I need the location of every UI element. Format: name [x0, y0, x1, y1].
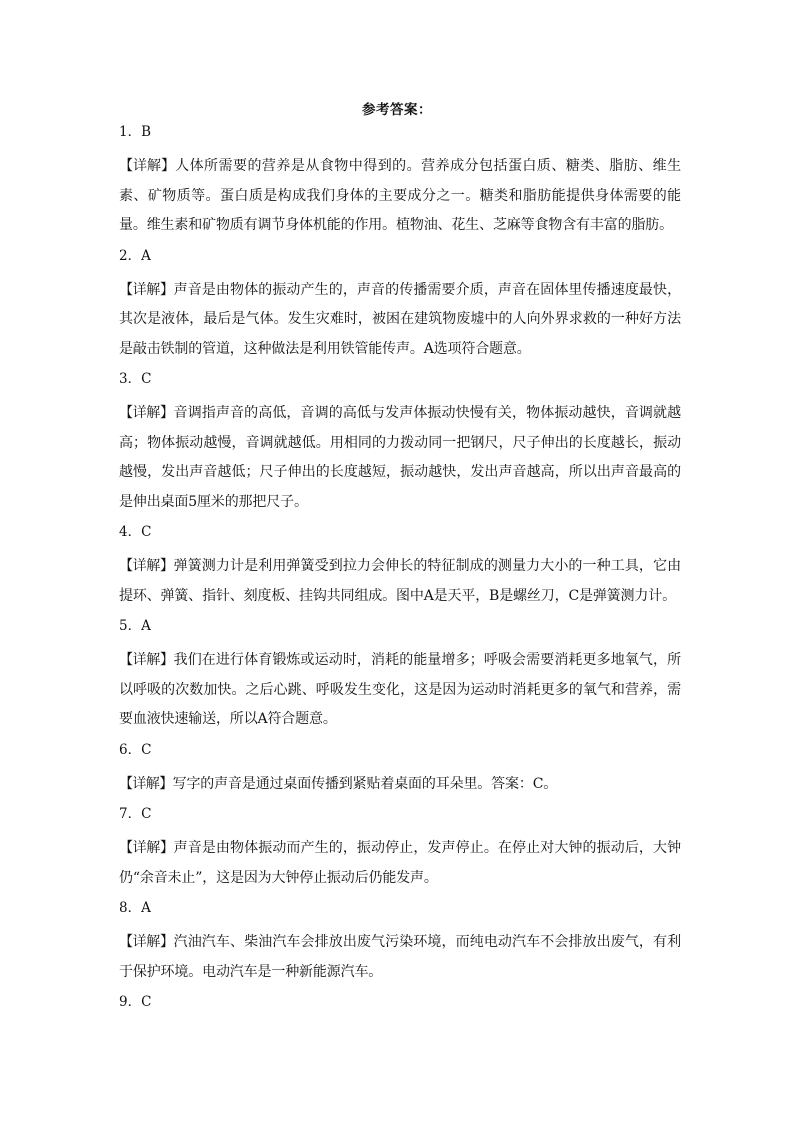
explanation-tag: 【详解】	[119, 934, 174, 950]
answer-explanation	[119, 646, 681, 735]
explanation-tag: 【详解】	[119, 652, 174, 668]
explanation-text: 弹簧测力计是利用弹簧受到拉力会伸长的特征制成的测量力大小的一种工具，它由提环、弹簧、指针、刻度板、挂钩共同组成。图中A是天平，B是螺丝刀，C是弹簧测力计。	[119, 558, 681, 604]
explanation-text: 音调指声音的高低，音调的高低与发声体振动快慢有关，物体振动越快，音调就越高；物体振动越慢，音调就越低。用相同的力拨动同一把钢尺，尺子伸出的长度越长，振动越慢，发出声音越低；尺子伸出的长度越短，振动越快，发出声音越高，所以出声音最高的是伸出桌面5厘米的那把尺子。	[119, 405, 681, 510]
page-title: 参考答案：	[362, 102, 432, 118]
answer-explanation	[119, 928, 681, 987]
answer-number: 9．C	[119, 994, 152, 1010]
explanation-tag: 【详解】	[119, 158, 176, 174]
answer-number: 2．A	[119, 247, 151, 264]
explanation-text: 人体所需要的营养是从食物中得到的。营养成分包括蛋白质、糖类、脂肪、维生素、矿物质等。蛋白质是构成我们身体的主要成分之一。糖类和脂肪能提供身体需要的能量。维生素和矿物质有调节身体机能的作用。植物油、花生、芝麻等食物含有丰富的脂肪。	[119, 158, 681, 233]
explanation-tag: 【详解】	[119, 281, 174, 298]
explanation-text: 汽油汽车、柴油汽车会排放出废气污染环境，而纯电动汽车不会排放出废气，有利于保护环境。电动汽车是一种新能源汽车。	[119, 934, 681, 980]
answer-explanation	[119, 152, 681, 241]
answer-explanation	[119, 276, 681, 365]
answer-number: 6．C	[119, 741, 152, 758]
explanation-text: 声音是由物体振动而产生的，振动停止，发声停止。在停止对大钟的振动后，大钟仍“余音未止”，这是因为大钟停止振动后仍能发声。	[119, 840, 681, 886]
answer-number: 3．C	[119, 371, 152, 387]
explanation-text: 我们在进行体育锻炼或运动时，消耗的能量增多；呼吸会需要消耗更多地氧气，所以呼吸的次数加快。之后心跳、呼吸发生变化，这是因为运动时消耗更多的氧气和营养，需要血液快速输送，所以A符合题意。	[119, 652, 681, 727]
explanation-tag: 【详解】	[119, 840, 174, 856]
answer-explanation	[119, 399, 681, 517]
answer-number: 7．C	[119, 806, 152, 822]
explanation-tag: 【详解】	[119, 558, 174, 574]
explanation-text: 声音是由物体的振动产生的，声音的传播需要介质，声音在固体里传播速度最快，其次是液体，最后是气体。发生灾难时，被困在建筑物废墟中的人向外界求救的一种好方法是敲击铁制的管道，这种做法是利用铁管能传声。A选项符合题意。	[119, 281, 681, 357]
explanation-text: 写字的声音是通过桌面传播到紧贴着桌面的耳朵里。答案：C。	[172, 775, 558, 792]
explanation-tag: 【详解】	[119, 405, 174, 421]
answer-explanation	[119, 834, 681, 893]
explanation-tag: 【详解】	[119, 775, 173, 792]
answer-explanation	[119, 770, 681, 800]
answer-number: 5．A	[119, 618, 151, 634]
answer-list	[119, 122, 681, 1022]
answer-explanation	[119, 552, 681, 611]
answer-number: 1．B	[119, 124, 152, 140]
answer-number: 8．A	[119, 900, 151, 916]
answer-number: 4．C	[119, 524, 152, 540]
